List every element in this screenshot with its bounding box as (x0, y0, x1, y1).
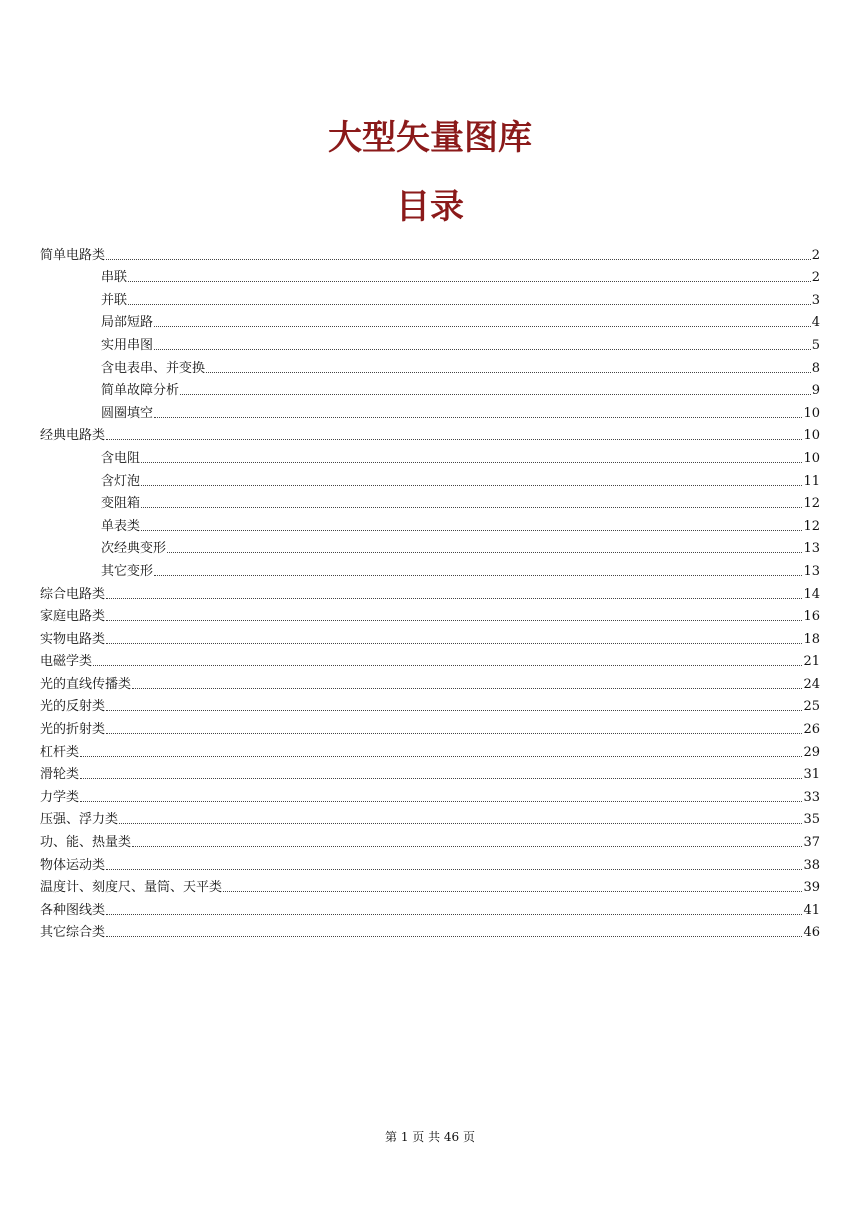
toc-entry-label: 温度计、刻度尺、量筒、天平类 (40, 880, 223, 896)
toc-dot-leader (93, 664, 802, 666)
toc-entry-page: 2 (811, 247, 820, 263)
toc-entry[interactable] (40, 240, 820, 263)
toc-entry-label: 实用串图 (101, 337, 154, 353)
toc-entry-page: 18 (803, 631, 820, 647)
toc-entry-label: 圆圈填空 (101, 405, 154, 421)
toc-entry-label: 并联 (101, 292, 128, 308)
toc-dot-leader (128, 280, 811, 282)
toc-entry-label: 杠杆类 (40, 744, 80, 760)
toc-entry[interactable] (40, 353, 820, 376)
toc-entry-label: 光的折射类 (40, 722, 106, 738)
toc-entry-page: 38 (803, 857, 820, 873)
toc-entry-page: 9 (811, 383, 820, 399)
toc-entry[interactable] (40, 421, 820, 444)
toc-entry[interactable] (40, 737, 820, 760)
toc-dot-leader (141, 529, 802, 531)
toc-entry-label: 其它变形 (101, 563, 154, 579)
table-of-contents (40, 240, 820, 940)
toc-entry[interactable] (40, 579, 820, 602)
toc-entry[interactable] (40, 805, 820, 828)
toc-entry[interactable] (40, 647, 820, 670)
toc-entry-page: 46 (803, 925, 820, 941)
toc-entry-label: 局部短路 (101, 315, 154, 331)
toc-entry-label: 次经典变形 (101, 541, 167, 557)
toc-entry[interactable] (40, 534, 820, 557)
toc-entry-page: 12 (803, 496, 820, 512)
toc-entry[interactable] (40, 918, 820, 941)
toc-entry-label: 简单电路类 (40, 247, 106, 263)
toc-entry[interactable] (40, 850, 820, 873)
toc-entry-label: 单表类 (101, 518, 141, 534)
toc-dot-leader (80, 755, 802, 757)
toc-entry-page: 35 (803, 812, 820, 828)
toc-entry-page: 3 (811, 292, 820, 308)
toc-entry[interactable] (40, 602, 820, 625)
toc-entry-label: 综合电路类 (40, 586, 106, 602)
toc-entry-page: 13 (803, 541, 820, 557)
toc-entry-page: 4 (811, 315, 820, 331)
toc-entry-page: 10 (803, 405, 820, 421)
toc-dot-leader (141, 506, 802, 508)
toc-dot-leader (106, 709, 802, 711)
toc-entry-page: 21 (803, 654, 820, 670)
toc-entry-page: 13 (803, 563, 820, 579)
toc-dot-leader (106, 868, 802, 870)
toc-entry[interactable] (40, 263, 820, 286)
toc-entry[interactable] (40, 511, 820, 534)
toc-entry[interactable] (40, 714, 820, 737)
toc-entry-page: 31 (803, 767, 820, 783)
toc-entry[interactable] (40, 489, 820, 512)
toc-entry[interactable] (40, 330, 820, 353)
toc-dot-leader (180, 393, 811, 395)
toc-entry-label: 含灯泡 (101, 473, 141, 489)
toc-entry[interactable] (40, 895, 820, 918)
toc-dot-leader (132, 845, 802, 847)
toc-entry-label: 其它综合类 (40, 925, 106, 941)
toc-entry[interactable] (40, 376, 820, 399)
page-footer: 第 1 页 共 46 页 (385, 1130, 475, 1144)
toc-entry-label: 经典电路类 (40, 428, 106, 444)
toc-entry-page: 29 (803, 744, 820, 760)
toc-dot-leader (80, 800, 802, 802)
toc-entry-page: 16 (803, 609, 820, 625)
toc-heading: 目录 (396, 187, 464, 227)
toc-dot-leader (167, 551, 802, 553)
toc-dot-leader (106, 913, 802, 915)
toc-entry[interactable] (40, 692, 820, 715)
toc-dot-leader (154, 348, 811, 350)
toc-dot-leader (119, 822, 802, 824)
toc-entry[interactable] (40, 308, 820, 331)
toc-entry-page: 41 (803, 902, 820, 918)
toc-entry-label: 含电表串、并变换 (101, 360, 206, 376)
toc-entry[interactable] (40, 398, 820, 421)
toc-entry-page: 33 (803, 789, 820, 805)
toc-dot-leader (128, 303, 811, 305)
toc-entry-label: 串联 (101, 270, 128, 286)
toc-entry[interactable] (40, 443, 820, 466)
toc-entry[interactable] (40, 624, 820, 647)
toc-entry-label: 电磁学类 (40, 654, 93, 670)
toc-entry-page: 14 (803, 586, 820, 602)
toc-entry-page: 12 (803, 518, 820, 534)
toc-entry[interactable] (40, 285, 820, 308)
toc-dot-leader (132, 687, 802, 689)
toc-entry-page: 26 (803, 722, 820, 738)
toc-entry[interactable] (40, 669, 820, 692)
toc-entry[interactable] (40, 873, 820, 896)
toc-entry[interactable] (40, 466, 820, 489)
toc-dot-leader (106, 732, 802, 734)
toc-dot-leader (106, 935, 802, 937)
toc-entry-label: 简单故障分析 (101, 383, 180, 399)
toc-entry-label: 光的反射类 (40, 699, 106, 715)
document-title: 大型矢量图库 (328, 118, 532, 158)
toc-entry-page: 11 (803, 473, 820, 489)
toc-dot-leader (106, 597, 802, 599)
toc-entry[interactable] (40, 782, 820, 805)
toc-entry-label: 变阻箱 (101, 496, 141, 512)
toc-entry-page: 24 (803, 676, 820, 692)
toc-entry-label: 物体运动类 (40, 857, 106, 873)
toc-entry[interactable] (40, 827, 820, 850)
toc-entry-label: 实物电路类 (40, 631, 106, 647)
toc-entry-label: 功、能、热量类 (40, 835, 132, 851)
toc-entry-label: 各种图线类 (40, 902, 106, 918)
toc-entry-page: 25 (803, 699, 820, 715)
toc-dot-leader (223, 890, 802, 892)
toc-entry-label: 光的直线传播类 (40, 676, 132, 692)
toc-dot-leader (154, 416, 802, 418)
toc-entry[interactable] (40, 556, 820, 579)
toc-entry-page: 10 (803, 428, 820, 444)
toc-dot-leader (106, 619, 802, 621)
toc-entry-label: 压强、浮力类 (40, 812, 119, 828)
toc-entry[interactable] (40, 760, 820, 783)
toc-entry-page: 10 (803, 450, 820, 466)
toc-entry-page: 8 (811, 360, 820, 376)
toc-entry-label: 含电阻 (101, 450, 141, 466)
toc-dot-leader (154, 325, 811, 327)
toc-dot-leader (141, 484, 802, 486)
toc-entry-page: 39 (803, 880, 820, 896)
toc-entry-label: 力学类 (40, 789, 80, 805)
toc-dot-leader (106, 642, 802, 644)
toc-dot-leader (80, 777, 802, 779)
toc-entry-page: 37 (803, 835, 820, 851)
toc-entry-page: 5 (811, 337, 820, 353)
toc-dot-leader (106, 258, 811, 260)
toc-dot-leader (206, 371, 811, 373)
toc-entry-label: 家庭电路类 (40, 609, 106, 625)
toc-entry-label: 滑轮类 (40, 767, 80, 783)
toc-dot-leader (106, 438, 802, 440)
toc-dot-leader (154, 574, 802, 576)
toc-dot-leader (141, 461, 802, 463)
toc-entry-page: 2 (811, 270, 820, 286)
